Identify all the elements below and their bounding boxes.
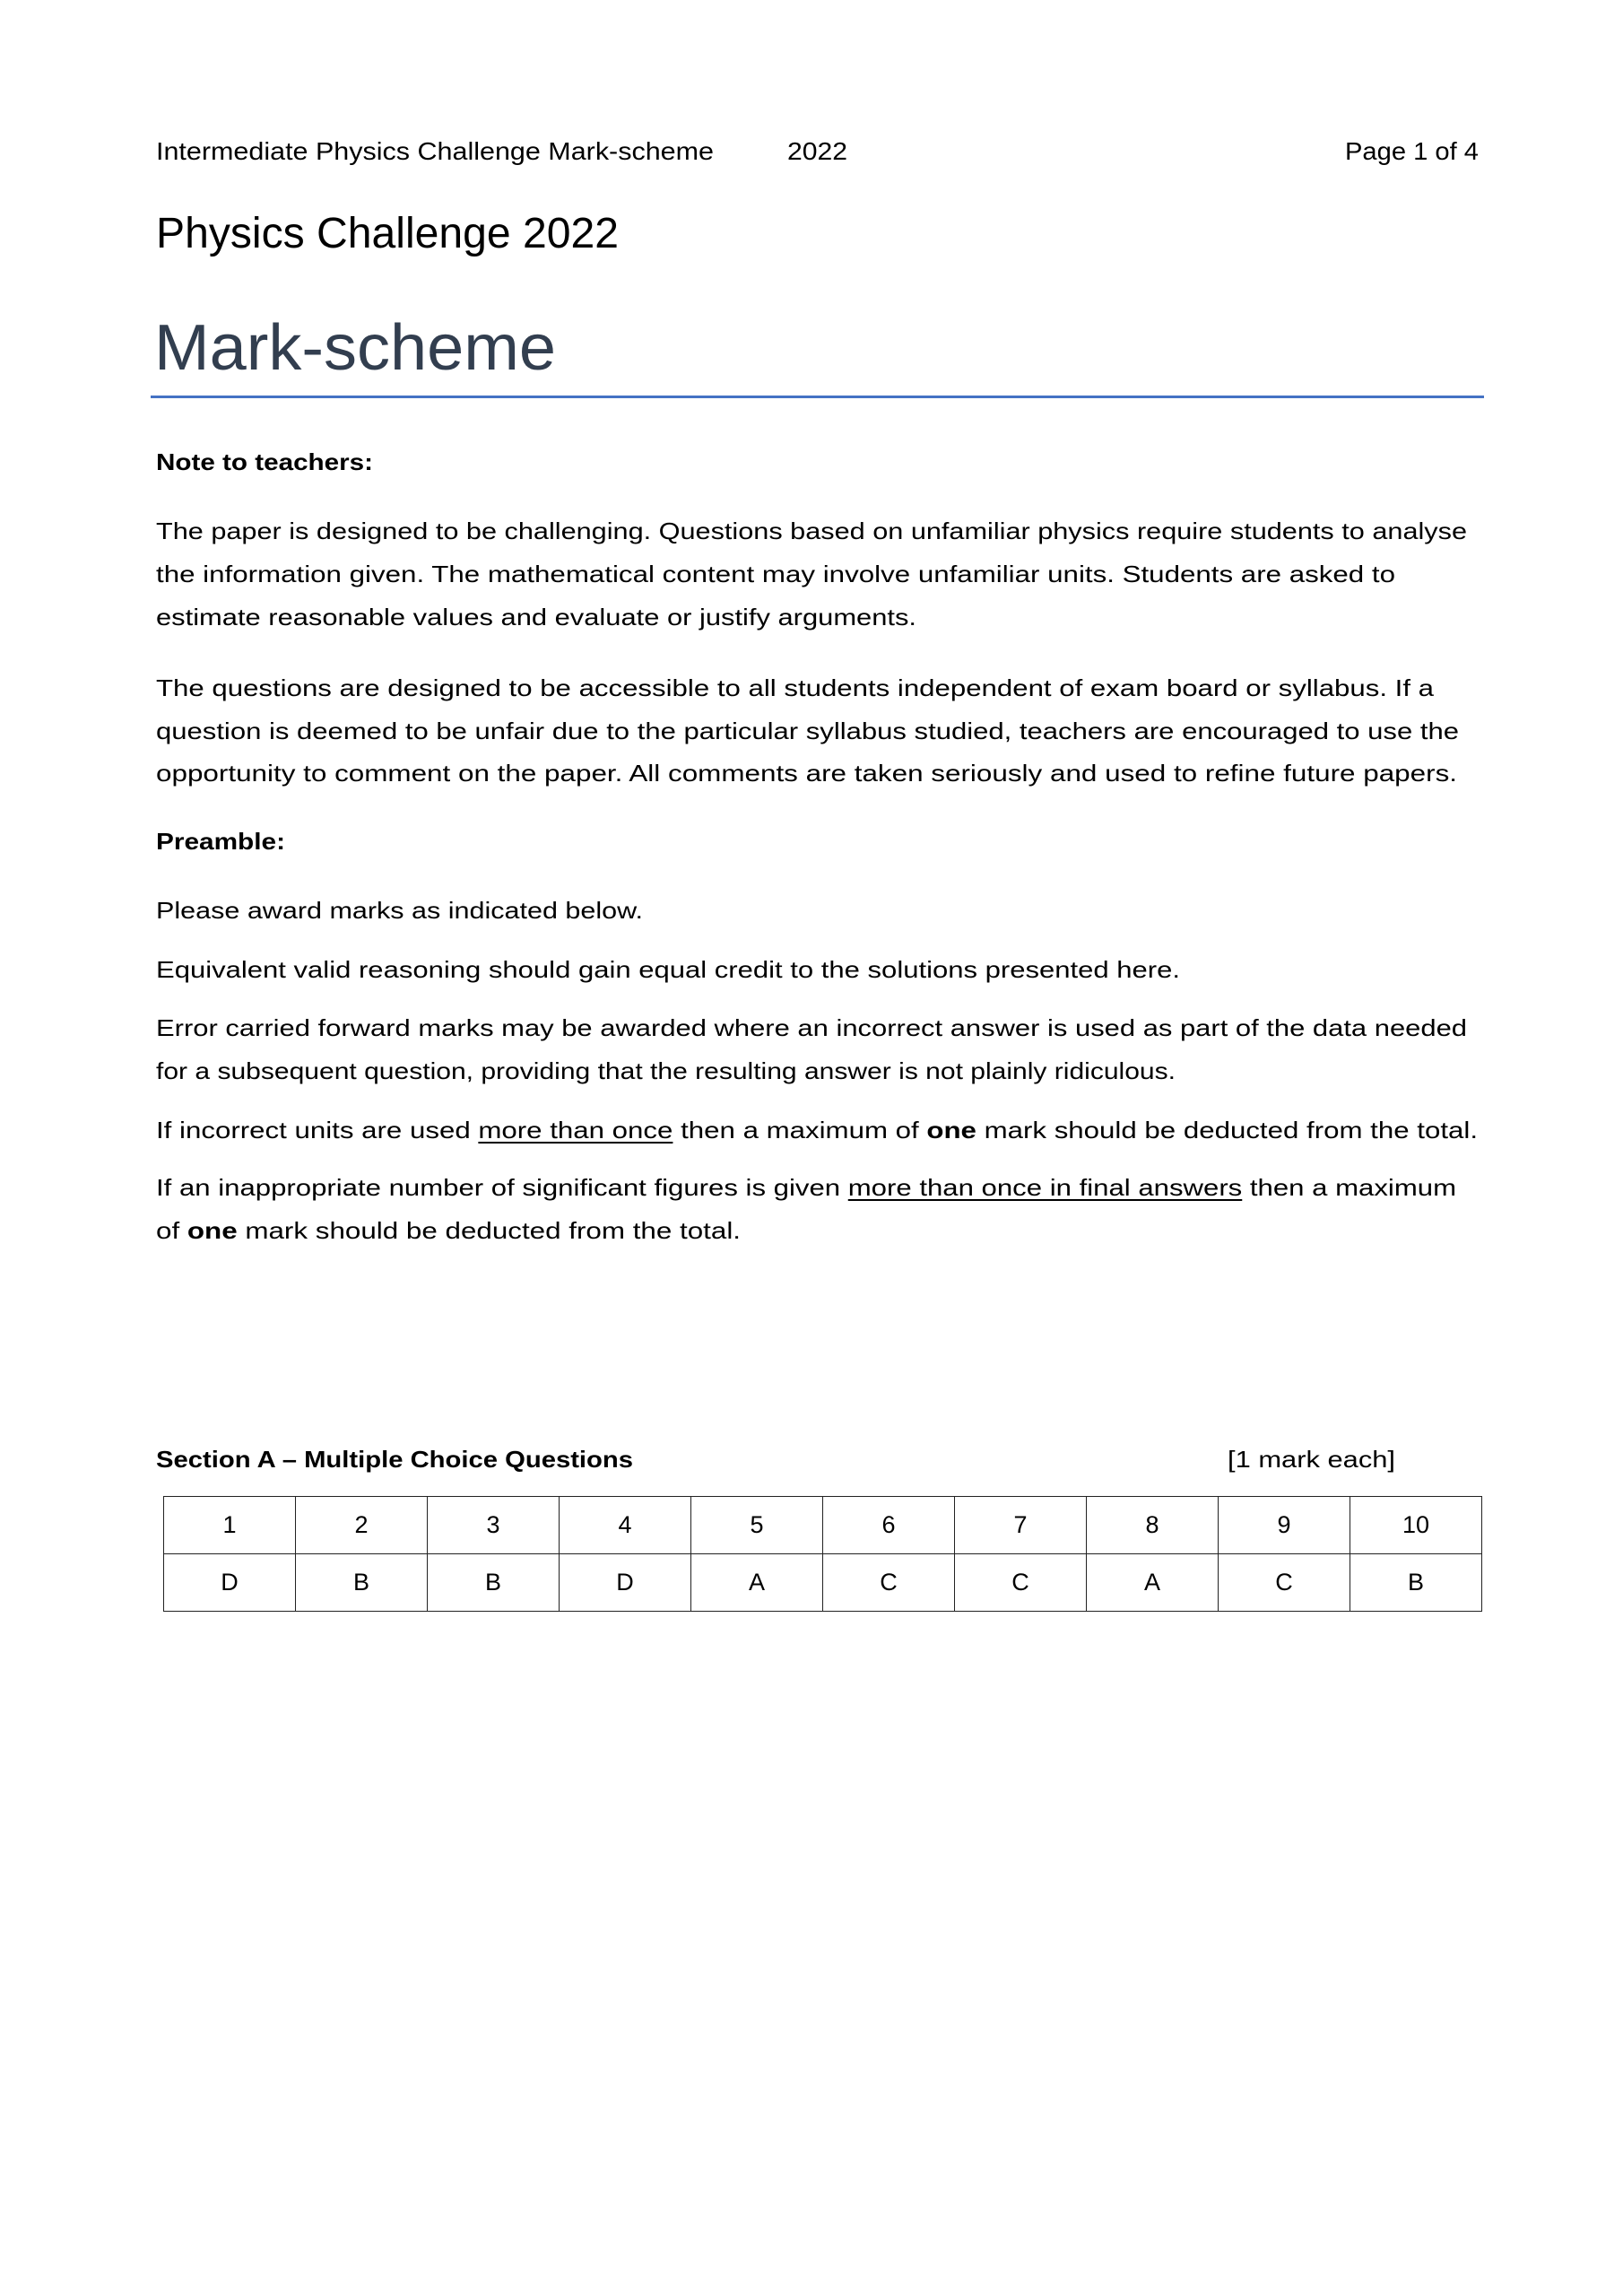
question-number-cell: 7 [955,1497,1087,1554]
text-run: then a maximum of [673,1117,927,1144]
document-title-text: Mark-scheme [154,312,556,384]
question-number-cell: 1 [164,1497,296,1554]
document-title [154,312,556,384]
line-text: estimate reasonable values and evaluate or justify arguments. [156,604,916,631]
line-text: The paper is designed to be challenging. Questions based on unfamiliar physics require students to analyse [156,517,1467,544]
answer-cell: B [1350,1554,1482,1612]
question-number-cell: 10 [1350,1497,1482,1554]
line-text [156,1219,741,1242]
question-number-cell: 8 [1087,1497,1219,1554]
line-text: The questions are designed to be accessible to all students independent of exam board or syllabus. If a [156,674,1434,701]
paragraph-line [156,1014,1467,1041]
answer-cell: C [823,1554,955,1612]
page-indicator [1345,137,1479,165]
answer-cell: D [164,1554,296,1612]
preamble-heading-text: Preamble: [156,828,285,855]
underlined-run: more than once [478,1117,673,1144]
line-text: Equivalent valid reasoning should gain equal credit to the solutions presented here. [156,956,1180,983]
section-a-heading-text: Section A – Multiple Choice Questions [156,1446,633,1473]
underlined-run: more than once in final answers [847,1174,1243,1201]
running-header-year-text: 2022 [787,137,847,165]
text-run: mark should be deducted from the total. [237,1217,741,1244]
section-a-heading [156,1446,633,1473]
bold-run: one [187,1217,238,1244]
answer-cell: D [560,1554,691,1612]
preamble-award [156,897,643,924]
paragraph-line [156,561,1395,587]
running-header-year [787,137,847,165]
line-text: for a subsequent question, providing that the resulting answer is not plainly ridiculous. [156,1057,1176,1084]
question-number-cell: 9 [1219,1497,1350,1554]
question-number-cell: 3 [428,1497,560,1554]
text-run: then a maximum [1242,1174,1456,1201]
note-to-teachers-heading [156,448,373,475]
line-text: opportunity to comment on the paper. All comments are taken seriously and used to refine future papers. [156,760,1457,787]
line-text: the information given. The mathematical content may involve unfamiliar units. Students are asked to [156,561,1395,587]
paragraph-line [156,1057,1176,1084]
units-rule-text [156,1118,1478,1142]
running-header-title-text: Intermediate Physics Challenge Mark-scheme [156,137,714,165]
question-number-cell: 5 [691,1497,823,1554]
running-header-title [156,137,714,165]
answer-cell: C [1219,1554,1350,1612]
paragraph-line [156,760,1457,787]
text-run: If incorrect units are used [156,1117,479,1144]
line-text: Please award marks as indicated below. [156,897,643,924]
answer-cell: C [955,1554,1087,1612]
line-text: question is deemed to be unfair due to the particular syllabus studied, teachers are encouraged to use the [156,718,1459,744]
text-run: of [156,1217,187,1244]
preamble-heading [156,828,285,855]
paragraph-line [156,604,916,631]
mcq-answer-table [163,1496,1482,1612]
preamble-units-rule [156,1117,1478,1144]
text-run: mark should be deducted from the total. [976,1117,1478,1144]
question-number-cell: 4 [560,1497,691,1554]
section-a-marks-note [1228,1446,1395,1473]
line-text [156,1176,1456,1199]
text-run: If an inappropriate number of significant figures is given [156,1174,848,1201]
marks-note-text: [1 mark each] [1228,1446,1395,1473]
answer-row [164,1554,1482,1612]
paragraph-line [156,718,1459,744]
page-indicator-text: Page 1 of 4 [1345,137,1479,165]
paragraph-line [156,1174,1456,1201]
paragraph-line [156,674,1434,701]
question-number-cell: 2 [296,1497,428,1554]
question-number-cell: 6 [823,1497,955,1554]
answer-cell: B [296,1554,428,1612]
note-heading-text: Note to teachers: [156,448,373,475]
question-number-row [164,1497,1482,1554]
paragraph-line [156,1217,741,1244]
title-underline-rule [151,396,1484,398]
answer-cell: A [1087,1554,1219,1612]
line-text: Error carried forward marks may be awarded where an incorrect answer is used as part of the data needed [156,1014,1467,1041]
preamble-equivalent [156,956,1180,983]
answer-cell: B [428,1554,560,1612]
document-subtitle [156,210,619,257]
paragraph-line [156,517,1467,544]
document-subtitle-text: Physics Challenge 2022 [156,210,619,257]
answer-cell: A [691,1554,823,1612]
bold-run: one [926,1117,976,1144]
